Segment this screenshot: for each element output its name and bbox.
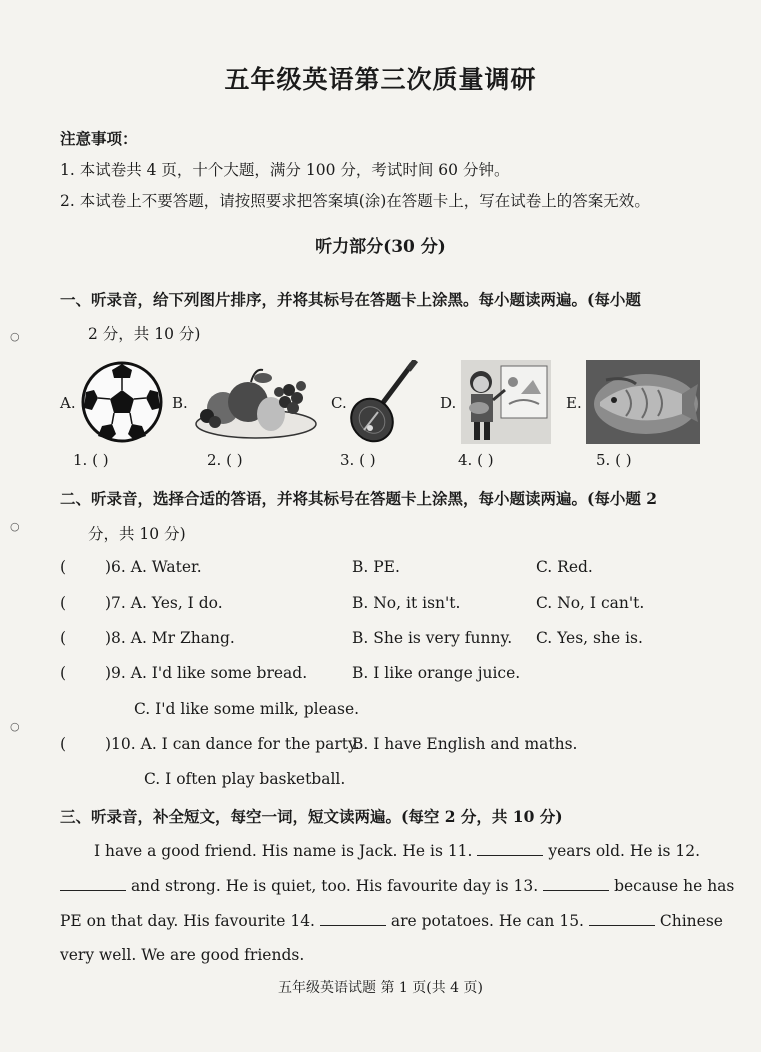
page-footer: 五年级英语试题 第 1 页(共 4 页) xyxy=(278,980,483,996)
section1-instructions-cont: 2 分，共 10 分) xyxy=(88,325,201,343)
pipa-icon xyxy=(348,360,424,444)
question-option-c: C. Yes, she is. xyxy=(536,629,643,647)
answer-blank xyxy=(589,911,655,926)
question-paren: ( xyxy=(60,594,67,612)
passage-line xyxy=(60,876,734,895)
answer-blank xyxy=(543,876,609,891)
answer-slot: 1. ( ) xyxy=(73,451,109,469)
passage-line xyxy=(60,911,723,930)
question-paren: ( xyxy=(60,629,67,647)
listening-heading: 听力部分(30 分) xyxy=(315,237,446,257)
passage-text: Chinese xyxy=(659,912,723,930)
picture-letter: E. xyxy=(566,394,582,412)
question-option-b: B. No, it isn't. xyxy=(352,594,461,612)
question-option-a: )6. A. Water. xyxy=(105,558,202,576)
question-option-b: B. I like orange juice. xyxy=(352,664,521,682)
margin-mark: ○ xyxy=(10,330,20,343)
page-title: 五年级英语第三次质量调研 xyxy=(224,65,537,94)
question-option-c: C. No, I can't. xyxy=(536,594,645,612)
soccer-ball-icon xyxy=(80,360,164,444)
picture-letter: D. xyxy=(440,394,457,412)
answer-slot: 2. ( ) xyxy=(207,451,243,469)
section3-instructions: 三、听录音，补全短文，每空一词，短文读两遍。(每空 2 分，共 10 分) xyxy=(60,807,563,826)
answer-slot: 3. ( ) xyxy=(340,451,376,469)
passage-text: and strong. He is quiet, too. His favourite day is 13. xyxy=(130,877,539,895)
question-option-a: )7. A. Yes, I do. xyxy=(105,594,223,612)
picture-letter: B. xyxy=(172,394,188,412)
answer-blank xyxy=(320,911,386,926)
passage-line xyxy=(94,841,700,860)
passage-text: I have a good friend. His name is Jack. He is 11. xyxy=(94,842,473,860)
question-option-a: )8. A. Mr Zhang. xyxy=(105,629,235,647)
passage-line: very well. We are good friends. xyxy=(60,946,305,964)
question-option-c: C. Red. xyxy=(536,558,593,576)
section2-instructions: 二、听录音，选择合适的答语，并将其标号在答题卡上涂黑，每小题读两遍。(每小题 2 xyxy=(60,489,658,508)
answer-blank xyxy=(477,841,543,856)
question-option-b: B. I have English and maths. xyxy=(352,735,578,753)
section1-instructions: 一、听录音，给下列图片排序，并将其标号在答题卡上涂黑。每小题读两遍。(每小题 xyxy=(60,290,641,309)
passage-text: are potatoes. He can 15. xyxy=(390,912,584,930)
passage-text: because he has xyxy=(614,877,735,895)
passage-text: years old. He is 12. xyxy=(548,842,700,860)
notes-heading: 注意事项： xyxy=(60,129,138,148)
picture-letter: C. xyxy=(331,394,347,412)
question-paren: ( xyxy=(60,558,67,576)
answer-blank xyxy=(60,876,126,891)
question-option-c: C. I'd like some milk, please. xyxy=(134,700,360,718)
margin-mark: ○ xyxy=(10,720,20,733)
picture-letter: A. xyxy=(60,394,76,412)
fish-dish-icon xyxy=(586,360,700,444)
note-item: 1. 本试卷共 4 页，十个大题，满分 100 分，考试时间 60 分钟。 xyxy=(60,161,510,179)
question-paren: ( xyxy=(60,735,67,753)
question-option-a: )9. A. I'd like some bread. xyxy=(105,664,308,682)
answer-slot: 5. ( ) xyxy=(596,451,632,469)
girl-painting-icon xyxy=(461,360,551,444)
question-option-a: )10. A. I can dance for the party. xyxy=(105,735,360,753)
passage-text: PE on that day. His favourite 14. xyxy=(60,912,315,930)
question-option-c: C. I often play basketball. xyxy=(144,770,346,788)
question-option-b: B. PE. xyxy=(352,558,400,576)
question-paren: ( xyxy=(60,664,67,682)
answer-slot: 4. ( ) xyxy=(458,451,494,469)
margin-mark: ○ xyxy=(10,520,20,533)
note-item: 2. 本试卷上不要答题，请按照要求把答案填(涂)在答题卡上，写在试卷上的答案无效。 xyxy=(60,192,650,210)
fruit-plate-icon xyxy=(193,360,319,444)
question-option-b: B. She is very funny. xyxy=(352,629,513,647)
section2-instructions-cont: 分，共 10 分) xyxy=(88,525,186,543)
